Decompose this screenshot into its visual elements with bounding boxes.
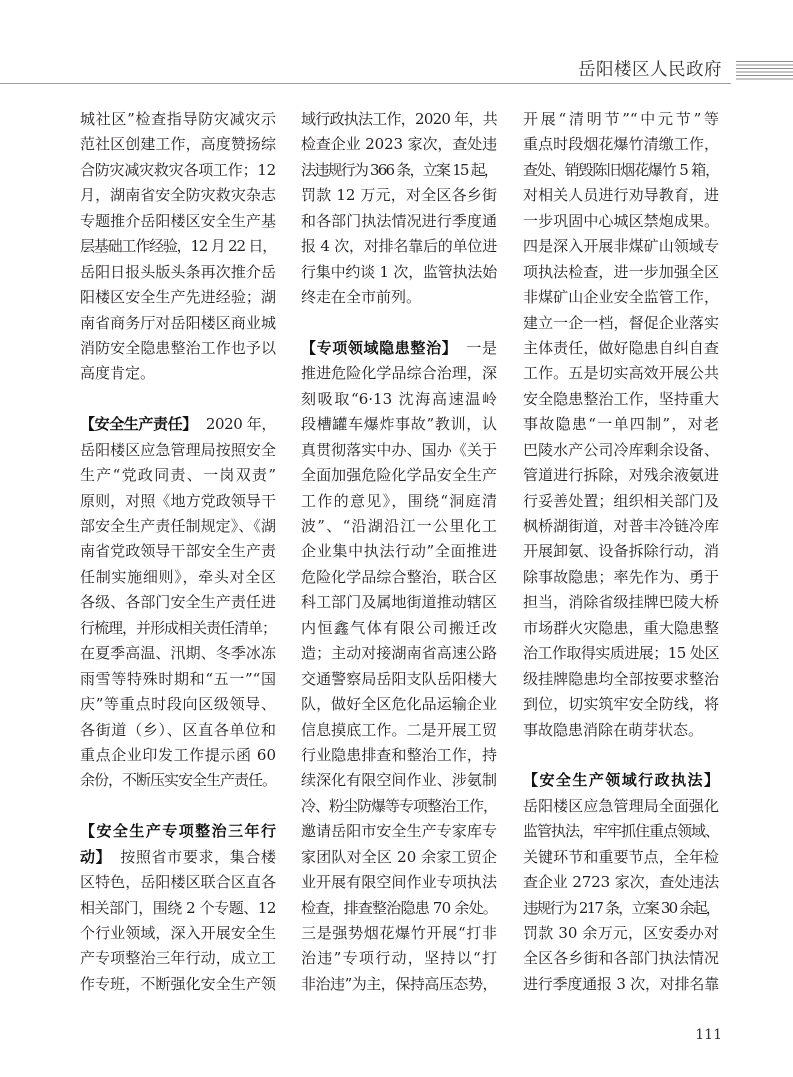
body-text: 对相关人员进行劝导教育，进	[523, 186, 719, 205]
text-line	[80, 183, 276, 208]
text-line	[301, 718, 497, 743]
text-line	[80, 896, 276, 921]
text-line	[301, 183, 497, 208]
text-line	[523, 565, 719, 590]
text-line	[301, 285, 497, 310]
text-line	[80, 539, 276, 564]
text-line	[80, 514, 276, 539]
body-text: 岳阳日报头版头条再次推介岳	[80, 262, 276, 281]
body-text: 波”、“沿湖沿江一公里化工	[301, 517, 497, 535]
body-text: 项执法检查，进一步加强全区	[523, 262, 719, 281]
running-header-title: 岳阳楼区人民政府	[578, 60, 722, 80]
body-text: 全面加强危险化学品安全生产	[301, 466, 497, 485]
body-text: 南省商务厅对岳阳楼区商业城	[80, 313, 276, 332]
text-line	[80, 921, 276, 946]
body-text: 余份，不断压实安全生产责任。	[80, 771, 276, 790]
body-text: 除事故隐患；率先作为、勇于	[523, 567, 719, 586]
body-text: 层基础工作经验，12 月 22 日，	[80, 237, 276, 256]
text-line	[523, 921, 719, 946]
text-line	[301, 896, 497, 921]
body-text: 刻吸取“6·13 沈海高速温岭	[301, 389, 497, 408]
text-line	[301, 412, 497, 437]
text-line	[80, 743, 276, 768]
text-line	[523, 412, 719, 437]
text-line	[80, 260, 276, 285]
body-text: 各级、各部门安全生产责任进	[80, 593, 276, 612]
text-line	[301, 590, 497, 615]
text-line	[80, 132, 276, 157]
text-line	[301, 158, 497, 183]
body-text: 违规行为 217 条，立案 30 余起，	[523, 898, 719, 917]
body-text: 消防安全隐患整治工作也予以	[80, 338, 276, 357]
text-line	[80, 641, 276, 666]
body-text: 段槽罐车爆炸事故”教训，认	[301, 415, 497, 434]
body-text: 管道进行拆除，对残余液氨进	[523, 466, 719, 485]
text-line	[80, 412, 276, 437]
body-text: 治工作取得实质进展；15 处区	[523, 644, 719, 663]
text-line	[301, 438, 497, 463]
body-text: 法违规行为 366 条，立案 15 起，	[301, 160, 497, 179]
body-text: 报 4 次，对排名靠后的单位进	[301, 237, 497, 256]
text-line	[80, 616, 276, 641]
text-line	[80, 209, 276, 234]
paragraph	[80, 107, 276, 387]
text-line	[301, 463, 497, 488]
text-line	[523, 845, 719, 870]
body-text: 在夏季高温、汛期、冬季冰冻	[80, 644, 276, 663]
text-line	[523, 667, 719, 692]
body-text: 罚款 12 万元，对全区各乡街	[301, 186, 497, 205]
text-column	[301, 107, 497, 997]
text-line	[523, 896, 719, 921]
text-line	[523, 438, 719, 463]
body-text: 三是强势烟花爆竹开展“打非	[301, 924, 497, 942]
text-line	[301, 260, 497, 285]
text-line	[80, 565, 276, 590]
text-line	[523, 590, 719, 615]
text-line	[523, 718, 719, 743]
text-line	[523, 158, 719, 183]
body-text: 担当，消除省级挂牌巴陵大桥	[523, 593, 719, 612]
body-text: 和各部门执法情况进行季度通	[301, 211, 497, 230]
body-text: 进行季度通报 3 次，对排名靠	[523, 974, 719, 993]
text-line	[301, 667, 497, 692]
body-text: 域行政执法工作，2020 年，共	[301, 110, 497, 128]
body-text: 队，做好全区危化品运输企业	[301, 695, 497, 714]
text-line	[80, 336, 276, 361]
text-line	[80, 718, 276, 743]
body-text: 行集中约谈 1 次，监管执法始	[301, 262, 497, 281]
body-text: 行妥善处置；组织相关部门及	[523, 491, 719, 510]
body-text: 开展“清明节”“中元节”等	[523, 110, 719, 128]
text-line	[523, 260, 719, 285]
text-line	[80, 438, 276, 463]
body-text: 一是	[466, 338, 497, 357]
text-line	[523, 489, 719, 514]
body-text: 个行业领域，深入开展安全生	[80, 924, 276, 942]
body-text: 月，湖南省安全防灾救灾杂志	[80, 186, 276, 205]
text-line	[523, 311, 719, 336]
text-line	[301, 336, 497, 361]
body-text: 作专班，不断强化安全生产领	[80, 974, 276, 993]
text-column	[523, 107, 719, 997]
body-text: 雨雪等特殊时期和“五一”“国	[80, 669, 276, 688]
body-text: 真贯彻落实中办、国办《关于	[301, 440, 497, 459]
body-text: 建立一企一档，督促企业落实	[523, 313, 719, 332]
text-line	[80, 158, 276, 183]
body-text: 邀请岳阳市安全生产专家库专	[301, 822, 497, 841]
text-line	[523, 234, 719, 259]
section-heading: 【专项领域隐患整治】	[301, 338, 458, 357]
text-line	[80, 590, 276, 615]
body-text: 业开展有限空间作业专项执法	[301, 873, 497, 892]
text-line	[301, 921, 497, 946]
text-line	[523, 107, 719, 132]
text-line	[301, 132, 497, 157]
text-line	[301, 616, 497, 641]
text-line	[80, 692, 276, 717]
text-line	[80, 972, 276, 997]
text-line	[523, 794, 719, 819]
paragraph	[301, 107, 497, 311]
text-line	[301, 565, 497, 590]
body-text: 合防灾减灾救灾各项工作；12	[80, 160, 276, 179]
text-line	[301, 972, 497, 997]
text-line	[523, 132, 719, 157]
body-text: 高度肯定。	[80, 364, 156, 383]
text-line	[301, 845, 497, 870]
text-line	[80, 768, 276, 793]
paragraph	[301, 336, 497, 997]
text-line	[523, 387, 719, 412]
body-text: 内恒鑫气体有限公司搬迁改	[301, 618, 497, 637]
text-line	[301, 209, 497, 234]
text-line	[301, 361, 497, 386]
body-text: 按照省市要求，集合楼	[120, 847, 276, 866]
section-heading: 【安全生产责任】	[80, 415, 197, 434]
text-line	[80, 107, 276, 132]
body-text: 非煤矿山企业安全监管工作，	[523, 288, 719, 307]
text-line	[301, 819, 497, 844]
section-heading: 【安全生产领域行政执法】	[523, 771, 719, 790]
body-text: 非治违”为主，保持高压态势，	[301, 974, 497, 993]
text-line	[80, 845, 276, 870]
text-line	[301, 946, 497, 971]
body-text: 科工部门及属地街道推动辖区	[301, 593, 497, 612]
text-line	[80, 667, 276, 692]
page-number: 111	[695, 1027, 722, 1043]
text-line	[301, 768, 497, 793]
text-line	[301, 794, 497, 819]
paragraph	[80, 819, 276, 997]
text-line	[80, 234, 276, 259]
text-line	[301, 514, 497, 539]
text-line	[523, 768, 719, 793]
text-line	[301, 489, 497, 514]
body-text: 级挂牌隐患均全部按要求整治	[523, 669, 719, 688]
body-text: 罚款 30 余万元，区安委办对	[523, 924, 719, 942]
header-rule	[0, 83, 731, 84]
paragraph	[523, 768, 719, 997]
text-line	[301, 692, 497, 717]
body-text: 续深化有限空间作业、涉氨制	[301, 771, 497, 790]
text-line	[80, 361, 276, 386]
header-stripes	[736, 61, 793, 82]
body-text: 家团队对全区 20 余家工贸企	[301, 847, 497, 866]
body-text: 造；主动对接湖南省高速公路	[301, 644, 497, 663]
body-text: 到位，切实筑牢安全防线，将	[523, 695, 719, 714]
text-line	[80, 946, 276, 971]
body-text: 重点时段烟花爆竹清缴工作，	[523, 135, 719, 154]
body-text: 枫桥湖街道，对普丰冷链冷库	[523, 517, 719, 535]
body-text: 四是深入开展非煤矿山领域专	[523, 237, 719, 256]
body-text: 市场群火灾隐患，重大隐患整	[523, 618, 719, 637]
body-text: 相关部门，围绕 2 个专题、12	[80, 898, 276, 917]
body-text: 推进危险化学品综合治理，深	[301, 364, 497, 383]
body-text: 工作。五是切实高效开展公共	[523, 364, 719, 383]
body-text: 检查企业 2023 家次，查处违	[301, 135, 497, 154]
text-line	[523, 616, 719, 641]
body-text: 岳阳楼区应急管理局全面强化	[523, 796, 719, 815]
body-text: 产专项整治三年行动，成立工	[80, 949, 276, 968]
text-line	[301, 743, 497, 768]
body-text: 南省党政领导干部安全生产责	[80, 542, 276, 561]
body-text: 关键环节和重要节点，全年检	[523, 847, 719, 866]
text-column	[80, 107, 276, 997]
body-text: 事故隐患消除在萌芽状态。	[523, 720, 704, 739]
text-line	[523, 336, 719, 361]
body-text: 治违”专项行动，坚持以“打	[301, 949, 497, 968]
body-text: 查企业 2723 家次，查处违法	[523, 873, 719, 892]
text-line	[523, 183, 719, 208]
text-line	[523, 514, 719, 539]
text-line	[523, 463, 719, 488]
text-line	[301, 234, 497, 259]
text-line	[80, 870, 276, 895]
body-text: 全区各乡街和各部门执法情况	[523, 949, 719, 968]
body-text: 庆”等重点时段向区级领导、	[80, 695, 276, 714]
text-line	[80, 463, 276, 488]
text-line	[80, 285, 276, 310]
body-text: 范社区创建工作，高度赞扬综	[80, 135, 276, 154]
body-text: 信息摸底工作。二是开展工贸	[301, 720, 497, 739]
section-heading: 动】	[80, 847, 112, 866]
text-line	[301, 641, 497, 666]
paragraph	[80, 412, 276, 794]
body-text: 2020 年，	[205, 415, 276, 434]
text-line	[523, 692, 719, 717]
text-line	[80, 819, 276, 844]
text-line	[80, 489, 276, 514]
body-text: 检查，排查整治隐患 70 余处。	[301, 898, 497, 917]
text-line	[80, 311, 276, 336]
text-line	[523, 285, 719, 310]
body-text: 企业集中执法行动”全面推进	[301, 542, 497, 561]
body-text: 任制实施细则》，牵头对全区	[80, 567, 276, 586]
text-line	[301, 870, 497, 895]
text-line	[523, 870, 719, 895]
body-text: 部安全生产责任制规定》、《湖	[80, 517, 276, 535]
body-text: 监管执法，牢牢抓住重点领域、	[523, 822, 719, 841]
text-line	[523, 209, 719, 234]
body-text: 主体责任，做好隐患自纠自查	[523, 338, 719, 357]
text-line	[523, 819, 719, 844]
body-text: 行业隐患排查和整治工作，持	[301, 745, 497, 764]
text-line	[523, 641, 719, 666]
text-line	[301, 539, 497, 564]
body-text: 开展卸氨、设备拆除行动，消	[523, 542, 719, 561]
text-line	[523, 361, 719, 386]
text-line	[301, 107, 497, 132]
body-text: 巴陵水产公司冷库剩余设备、	[523, 440, 719, 459]
body-text: 重点企业印发工作提示函 60	[80, 745, 276, 764]
text-line	[523, 539, 719, 564]
body-text: 各街道（乡）、区直各单位和	[80, 720, 276, 739]
body-text: 区特色，岳阳楼区联合区直各	[80, 873, 276, 892]
body-text: 安全隐患整治工作，坚持重大	[523, 389, 719, 408]
body-text: 生产“党政同责、一岗双责”	[80, 466, 276, 485]
body-text: 事故隐患“一单四制”，对老	[523, 415, 719, 434]
text-line	[301, 387, 497, 412]
body-text: 冷、粉尘防爆等专项整治工作，	[301, 796, 497, 815]
body-text: 危险化学品综合整治，联合区	[301, 567, 497, 586]
body-text: 工作的意见》，围绕“洞庭清	[301, 491, 497, 510]
text-line	[523, 972, 719, 997]
text-line	[523, 946, 719, 971]
body-text: 查处、销毁陈旧烟花爆竹 5 箱，	[523, 160, 719, 179]
body-text: 专题推介岳阳楼区安全生产基	[80, 211, 276, 230]
body-text: 原则，对照《地方党政领导干	[80, 491, 276, 510]
body-text: 行梳理，并形成相关责任清单；	[80, 618, 276, 637]
body-text: 岳阳楼区应急管理局按照安全	[80, 440, 276, 459]
body-text: 一步巩固中心城区禁炮成果。	[523, 211, 719, 230]
body-text: 终走在全市前列。	[301, 288, 422, 307]
section-heading: 【安全生产专项整治三年行	[80, 822, 276, 841]
body-text: 交通警察局岳阳支队岳阳楼大	[301, 669, 497, 688]
body-text: 城社区”检查指导防灾减灾示	[80, 110, 276, 128]
body-text: 阳楼区安全生产先进经验；湖	[80, 288, 276, 307]
paragraph	[523, 107, 719, 743]
